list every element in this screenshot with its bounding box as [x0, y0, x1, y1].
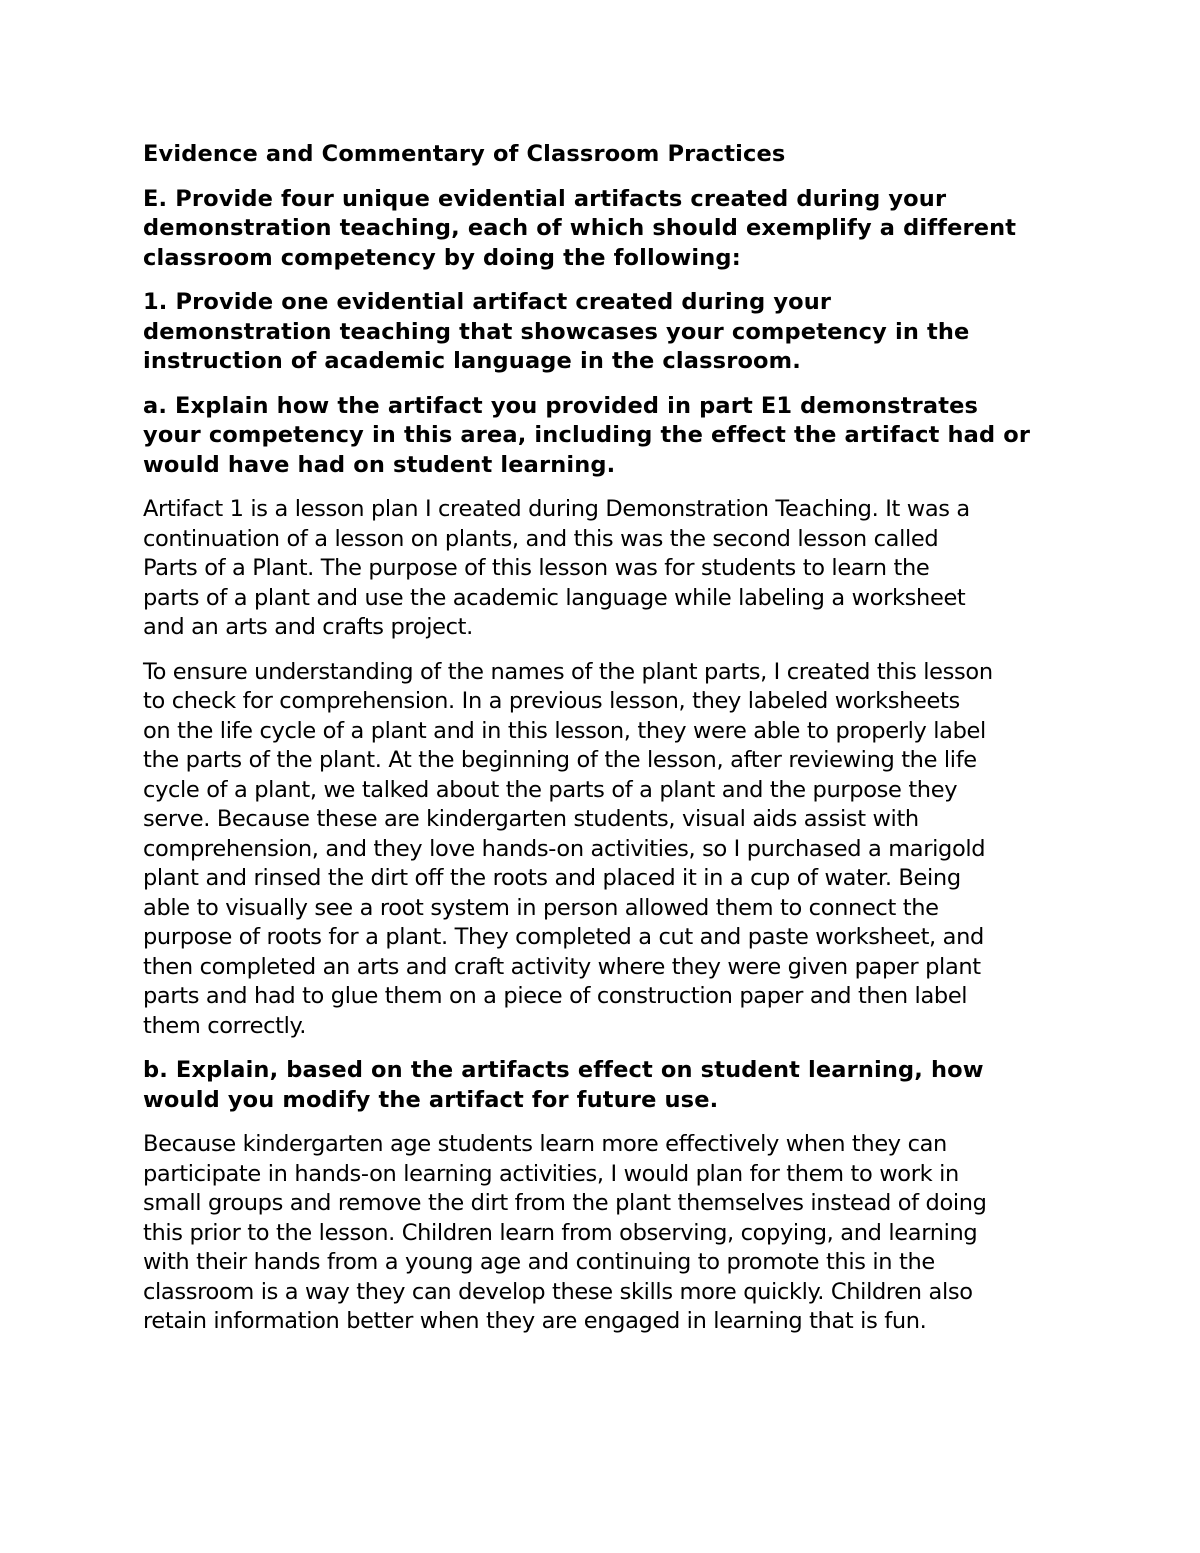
text-line: your competency in this area, including the effect the artifact had or	[143, 422, 1031, 448]
text-line: would have had on student learning.	[143, 451, 616, 478]
text-line: participate in hands-on learning activities, I would plan for them to work in	[143, 1160, 959, 1187]
text-line: would you modify the artifact for future use.	[143, 1086, 719, 1113]
text-line: small groups and remove the dirt from the plant themselves instead of doing	[143, 1190, 987, 1216]
text-line: continuation of a lesson on plants, and this was the second lesson called	[143, 525, 939, 552]
text-line: retain information better when they are engaged in learning that is fun.	[143, 1308, 927, 1334]
text-line: classroom competency by doing the following:	[143, 244, 741, 271]
text-line: parts of a plant and use the academic language while labeling a worksheet	[143, 584, 966, 611]
text-line: to check for comprehension. In a previous lesson, they labeled worksheets	[143, 688, 960, 714]
text-line: serve. Because these are kindergarten students, visual aids assist with	[143, 806, 919, 832]
artifact-paragraph-3	[143, 1130, 1068, 1337]
text-line: a. Explain how the artifact you provided in part E1 demonstrates	[143, 392, 979, 419]
artifact-paragraph-2	[143, 658, 1068, 1042]
section-e-prompt	[143, 185, 1068, 274]
text-line: with their hands from a young age and continuing to promote this in the	[143, 1249, 935, 1275]
text-line: Artifact 1 is a lesson plan I created during Demonstration Teaching. It was a	[143, 496, 970, 522]
text-line: cycle of a plant, we talked about the parts of a plant and the purpose they	[143, 776, 958, 803]
text-line: the parts of the plant. At the beginning of the lesson, after reviewing the life	[143, 747, 977, 773]
text-line: To ensure understanding of the names of the plant parts, I created this lesson	[143, 658, 993, 685]
item-b-prompt	[143, 1056, 1068, 1115]
text-line: and an arts and crafts project.	[143, 614, 473, 640]
text-line: this prior to the lesson. Children learn from observing, copying, and learning	[143, 1219, 978, 1246]
text-line: E. Provide four unique evidential artifacts created during your	[143, 185, 947, 212]
text-line: b. Explain, based on the artifacts effect on student learning, how	[143, 1057, 984, 1083]
text-line: purpose of roots for a plant. They completed a cut and paste worksheet, and	[143, 924, 984, 950]
document-title	[143, 140, 1068, 170]
text-line: then completed an arts and craft activity where they were given paper plant	[143, 953, 981, 980]
text-line: on the life cycle of a plant and in this lesson, they were able to properly label	[143, 717, 986, 744]
text-line: instruction of academic language in the classroom.	[143, 348, 801, 374]
text-line: comprehension, and they love hands-on activities, so I purchased a marigold	[143, 835, 986, 862]
text-line: demonstration teaching, each of which should exemplify a different	[143, 215, 1017, 241]
text-line: Because kindergarten age students learn more effectively when they can	[143, 1131, 947, 1157]
document-page	[143, 140, 1068, 1352]
text-line: parts and had to glue them on a piece of construction paper and then label	[143, 983, 968, 1009]
item-1-prompt	[143, 288, 1068, 377]
item-a-prompt	[143, 392, 1068, 481]
text-line: demonstration teaching that showcases your competency in the	[143, 318, 970, 345]
text-line: Parts of a Plant. The purpose of this lesson was for students to learn the	[143, 555, 930, 581]
text-line: able to visually see a root system in person allowed them to connect the	[143, 894, 939, 921]
text-line: them correctly.	[143, 1012, 307, 1039]
text-line: Evidence and Commentary of Classroom Practices	[143, 141, 786, 167]
artifact-paragraph-1	[143, 495, 1068, 643]
text-line: classroom is a way they can develop these skills more quickly. Children also	[143, 1278, 973, 1305]
text-line: plant and rinsed the dirt off the roots and placed it in a cup of water. Being	[143, 865, 961, 891]
text-line: 1. Provide one evidential artifact created during your	[143, 289, 832, 315]
